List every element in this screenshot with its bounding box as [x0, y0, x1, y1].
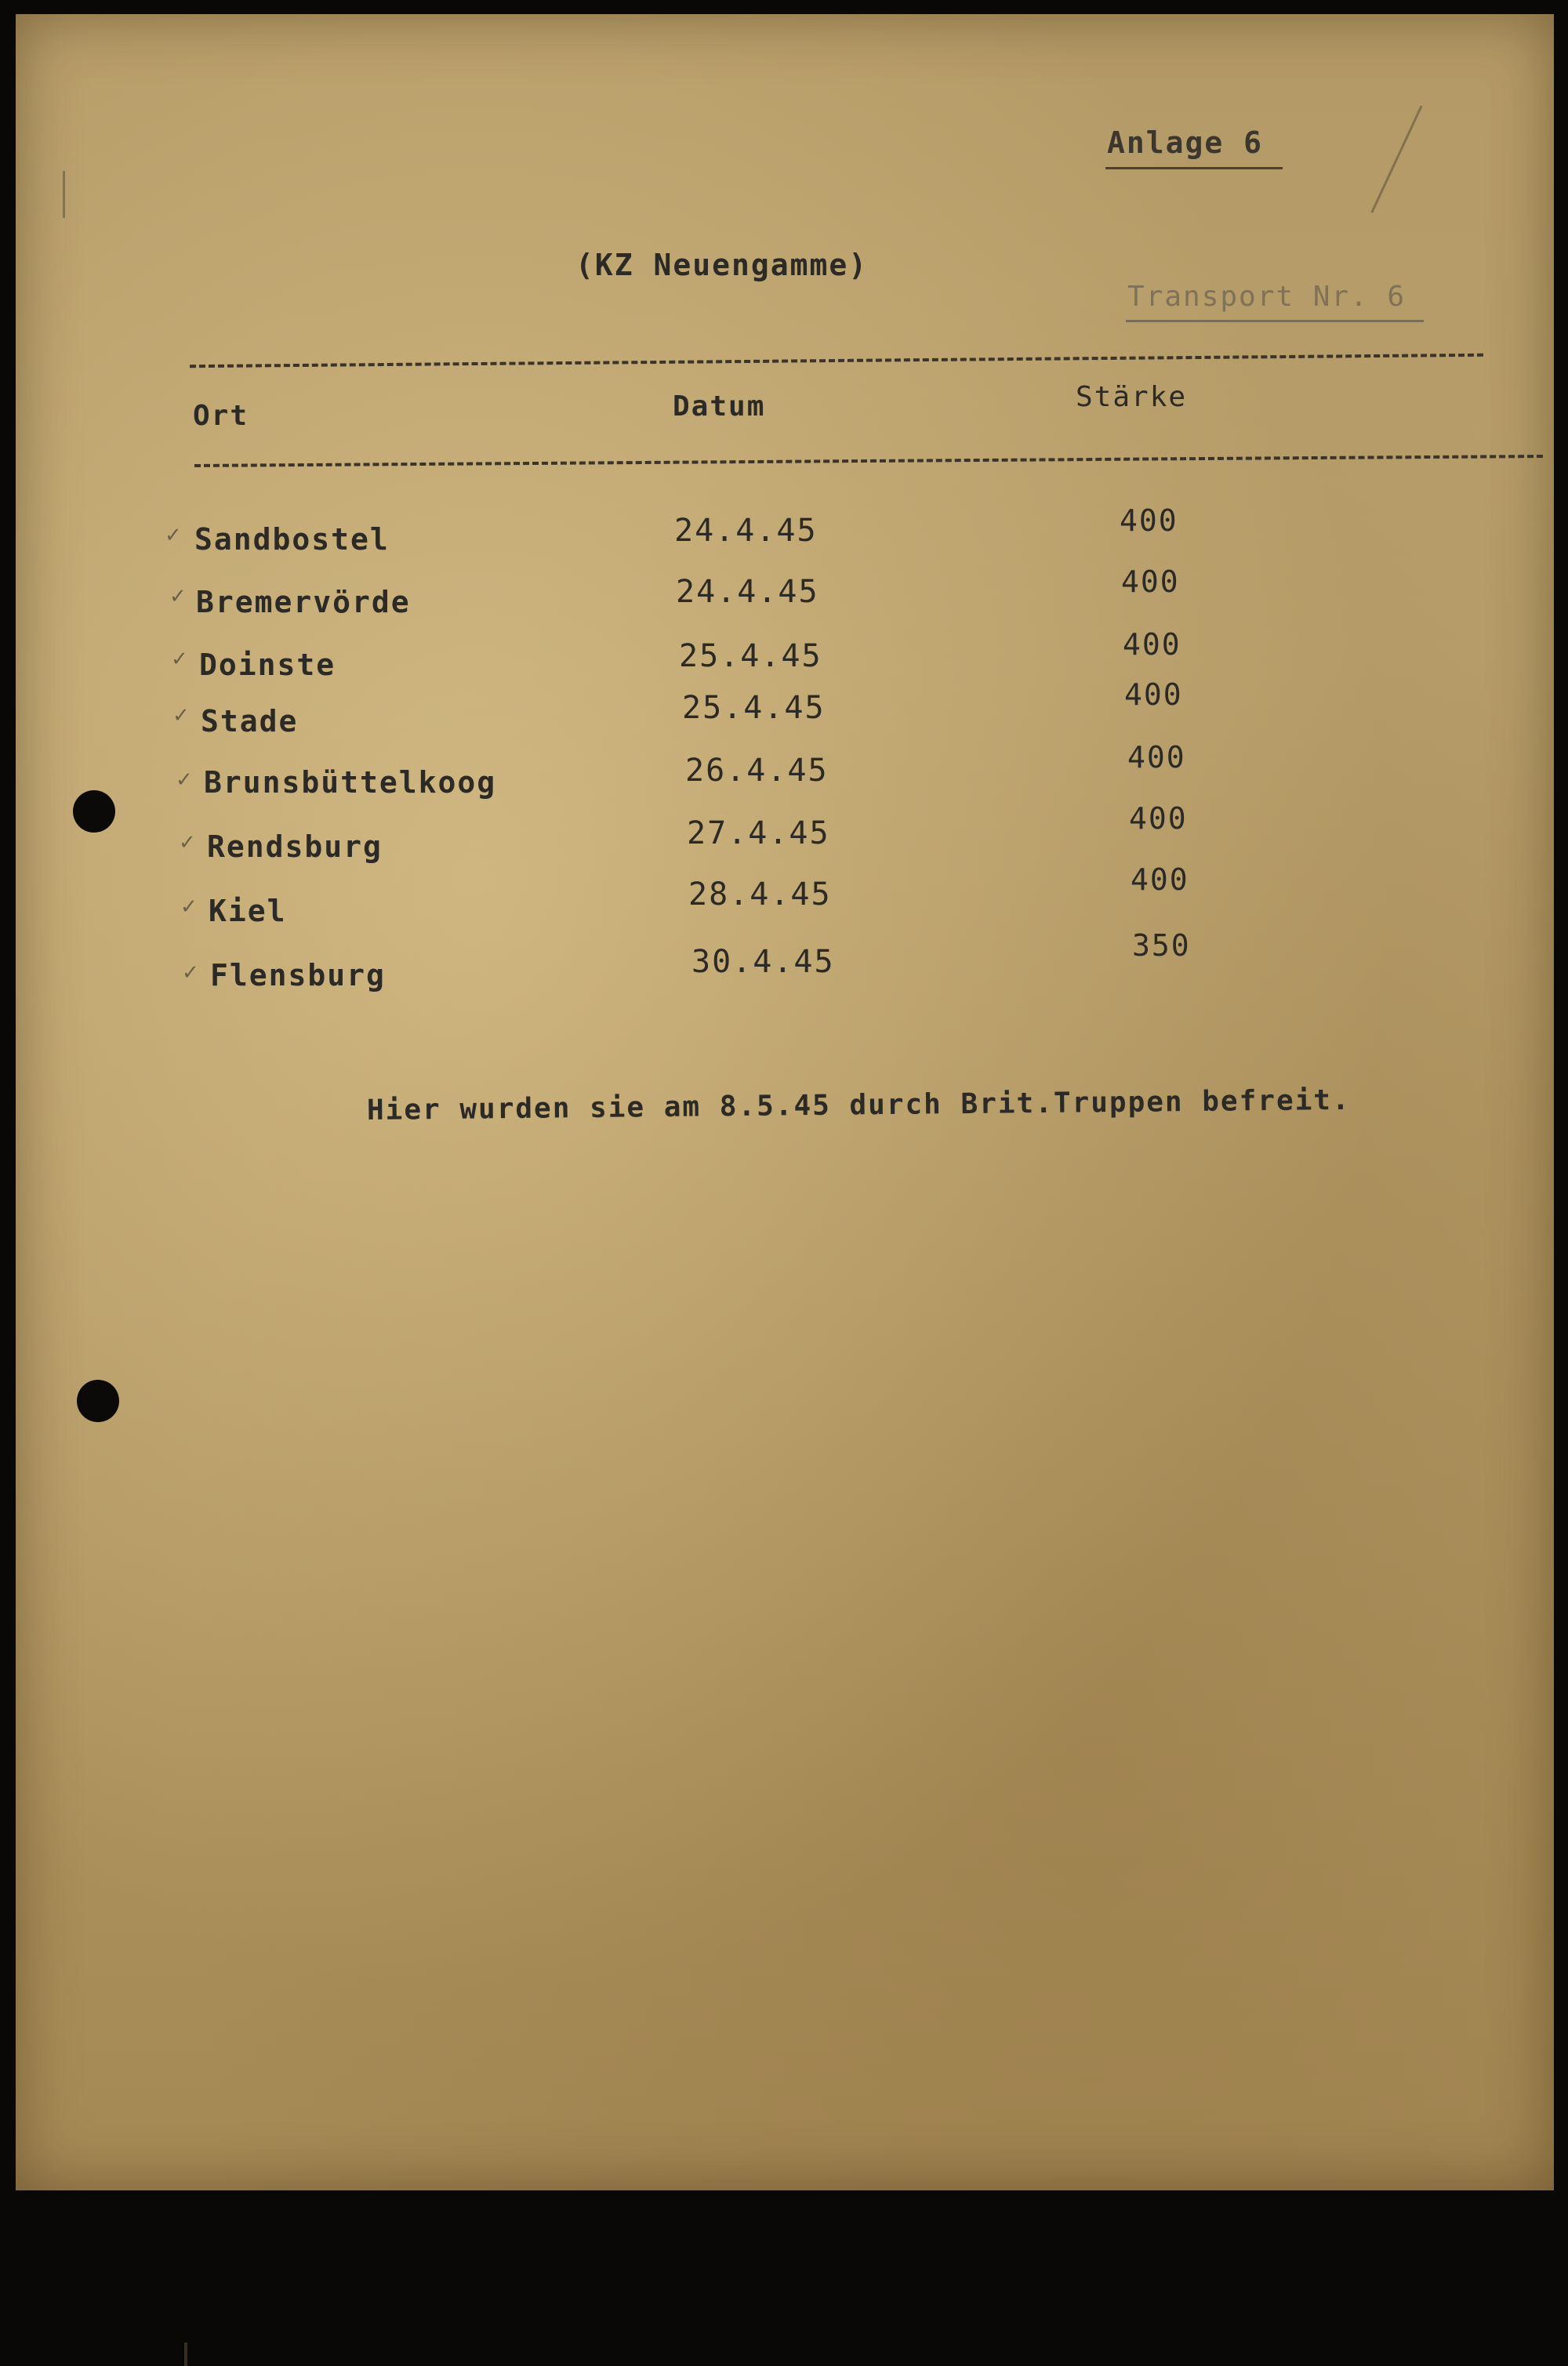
row-date: 24.4.45 — [674, 513, 818, 549]
row-place: Doinste — [199, 648, 336, 682]
row-date: 30.4.45 — [691, 944, 835, 980]
row-place: Bremervörde — [196, 585, 411, 619]
row-strength: 400 — [1129, 801, 1188, 836]
row-strength: 400 — [1123, 627, 1181, 662]
check-mark: ✓ — [179, 831, 196, 855]
check-mark: ✓ — [172, 704, 190, 728]
row-place: Rendsburg — [207, 829, 383, 864]
punch-hole-bottom — [77, 1380, 119, 1422]
table-header-rule — [194, 455, 1543, 467]
row-strength: 400 — [1120, 503, 1178, 538]
row-date: 24.4.45 — [676, 574, 819, 610]
row-strength: 400 — [1124, 677, 1183, 712]
transport-number: Transport Nr. 6 — [1127, 281, 1406, 313]
row-date: 25.4.45 — [679, 638, 822, 674]
row-strength: 400 — [1121, 564, 1180, 599]
liberation-note: Hier wurden sie am 8.5.45 durch Brit.Truppen befreit. — [366, 1083, 1351, 1127]
row-strength: 350 — [1132, 928, 1191, 963]
row-date: 28.4.45 — [688, 876, 832, 913]
row-date: 26.4.45 — [685, 753, 829, 789]
punch-hole-top — [73, 790, 115, 833]
column-header-strength: Stärke — [1076, 381, 1188, 413]
row-strength: 400 — [1127, 740, 1186, 775]
row-place: Stade — [201, 704, 299, 738]
row-place: Sandbostel — [194, 522, 390, 557]
camp-title: (KZ Neuengamme) — [575, 248, 869, 282]
check-mark: ✓ — [180, 895, 198, 919]
check-mark: ✓ — [165, 524, 182, 547]
pencil-stroke-corner-left — [63, 171, 65, 218]
check-mark: ✓ — [182, 961, 199, 985]
row-date: 25.4.45 — [682, 690, 826, 726]
row-place: Flensburg — [210, 958, 386, 992]
pencil-stroke-bottom-left — [184, 2342, 187, 2366]
row-place: Kiel — [209, 894, 287, 928]
annex-label: Anlage 6 — [1107, 125, 1264, 160]
row-place: Brunsbüttelkoog — [204, 765, 497, 800]
row-date: 27.4.45 — [687, 815, 830, 851]
pencil-stroke-top-right — [1370, 105, 1422, 212]
transport-underline — [1126, 320, 1424, 322]
column-header-place: Ort — [193, 400, 249, 432]
row-strength: 400 — [1131, 862, 1189, 897]
check-mark: ✓ — [176, 768, 193, 792]
check-mark: ✓ — [169, 585, 187, 608]
document-page — [16, 14, 1554, 2190]
check-mark: ✓ — [171, 648, 188, 671]
column-header-date: Datum — [673, 390, 766, 423]
table-top-rule — [190, 354, 1483, 368]
annex-underline — [1105, 167, 1283, 169]
